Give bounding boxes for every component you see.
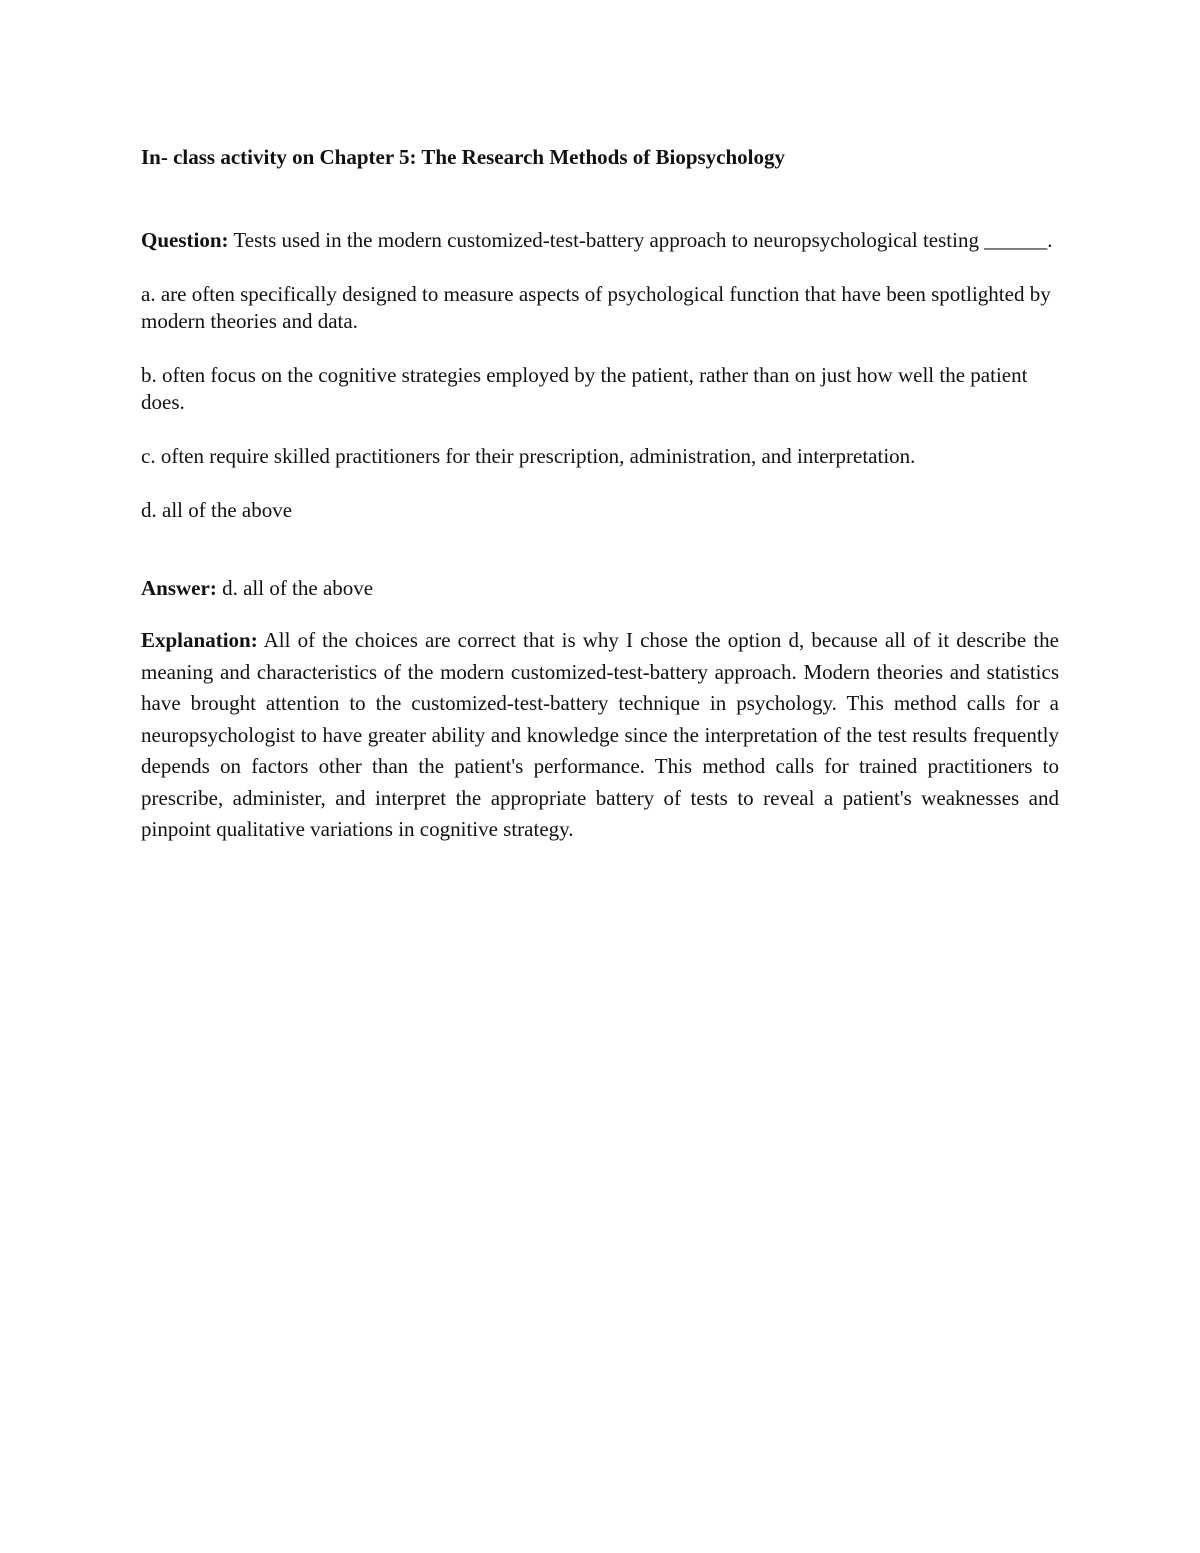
option-c: c. often require skilled practitioners for their prescription, administration, and interpretation. bbox=[141, 444, 916, 468]
document-body bbox=[141, 143, 1059, 846]
question-paragraph bbox=[141, 227, 1059, 254]
answer-paragraph bbox=[141, 575, 1059, 602]
explanation-label: Explanation: bbox=[141, 628, 258, 652]
answer-label: Answer: bbox=[141, 576, 217, 600]
option-a: a. are often specifically designed to measure aspects of psychological function that have been spotlighted by modern theories and data. bbox=[141, 282, 1051, 333]
option-b: b. often focus on the cognitive strategies employed by the patient, rather than on just how well the patient does. bbox=[141, 363, 1028, 414]
question-text: Tests used in the modern customized-test-battery approach to neuropsychological testing ______. bbox=[233, 228, 1053, 252]
option-d: d. all of the above bbox=[141, 498, 293, 522]
question-label: Question: bbox=[141, 228, 229, 252]
document-title: In- class activity on Chapter 5: The Research Methods of Biopsychology bbox=[141, 145, 786, 169]
explanation-paragraph bbox=[141, 625, 1059, 846]
answer-text: d. all of the above bbox=[222, 576, 374, 600]
explanation-text: All of the choices are correct that is why I chose the option d, because all of it describe the meaning and characteristics of the modern customized-test-battery approach. Modern theories and statistics have brought attention to the customized-test-battery technique in psychology. This method calls for a neuropsychologist to have greater ability and knowledge since the interpretation of the test results frequently depends on factors other than the patient's performance. This method calls for trained practitioners to prescribe, administer, and interpret the appropriate battery of tests to reveal a patient's weaknesses and pinpoint qualitative variations in cognitive strategy. bbox=[141, 628, 1060, 841]
